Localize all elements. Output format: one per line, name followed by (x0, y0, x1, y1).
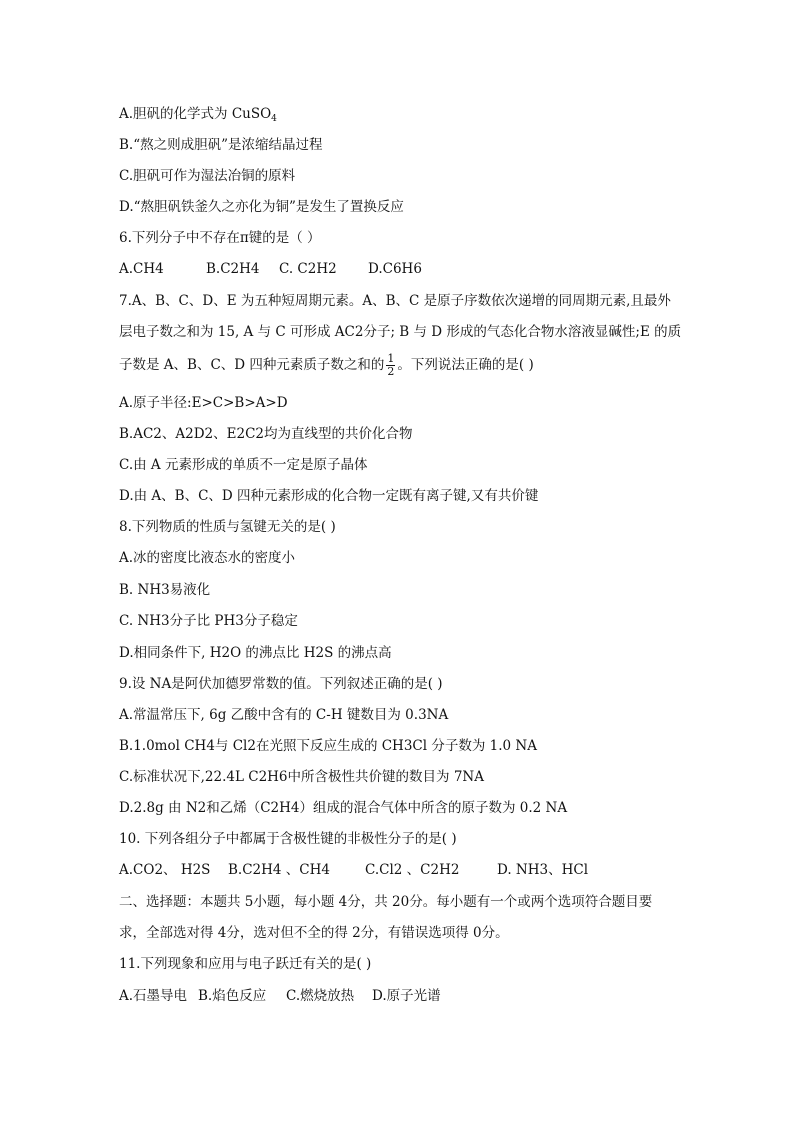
q7-stem-line-3: 子数是 A、B、C、D 四种元素质子数之和的 $\frac{1}{2}$ 。下列说法正确的是( ) (119, 352, 534, 378)
q8-stem: 8.下列物质的性质与氢键无关的是( ) (119, 519, 336, 535)
q10-option-c: C.Cl2 、C2H2 (365, 862, 460, 878)
q10-option-a: A.CO2、 H2S (119, 862, 211, 878)
q6-option-b: B.C2H4 (206, 261, 260, 277)
section-2-instructions-line-1: 二、选择题：本题共 5小题，每小题 4分，共 20分。每小题有一个或两个选项符合题目要 (119, 894, 653, 910)
q7-option-c: C.由 A 元素形成的单质不一定是原子晶体 (119, 457, 368, 473)
q10-option-d: D. NH3、HCl (497, 862, 589, 878)
q6-option-a: A.CH4 (119, 261, 164, 277)
q5-option-a: A.胆矾的化学式为 CuSO$_4$ (119, 106, 277, 124)
q11-option-c: C.燃烧放热 (286, 988, 355, 1004)
q7-option-d: D.由 A、B、C、D 四种元素形成的化合物一定既有离子键,又有共价键 (119, 488, 539, 504)
q8-option-b: B. NH3易液化 (119, 582, 211, 598)
q10-option-b: B.C2H4 、CH4 (228, 862, 330, 878)
q9-option-d: D.2.8g 由 N2和乙烯（C2H4）组成的混合气体中所含的原子数为 0.2 NA (119, 800, 568, 816)
q8-option-d: D.相同条件下, H2O 的沸点比 H2S 的沸点高 (119, 645, 392, 661)
q6-option-c: C. C2H2 (279, 261, 337, 277)
q7-option-b: B.AC2、A2D2、E2C2均为直线型的共价化合物 (119, 426, 413, 442)
q5-option-d: D.“熬胆矾铁釜久之亦化为铜”是发生了置换反应 (119, 199, 404, 215)
q5-option-b: B.“熬之则成胆矾”是浓缩结晶过程 (119, 137, 323, 153)
q9-option-c: C.标准状况下,22.4L C2H6中所含极性共价键的数目为 7NA (119, 769, 484, 785)
q8-option-c: C. NH3分子比 PH3分子稳定 (119, 613, 298, 629)
q8-option-a: A.冰的密度比液态水的密度小 (119, 550, 296, 566)
q10-stem: 10. 下列各组分子中都属于含极性键的非极性分子的是( ) (119, 831, 457, 847)
q11-option-d: D.原子光谱 (372, 988, 441, 1004)
q6-option-d: D.C6H6 (368, 261, 422, 277)
q11-option-a: A.石墨导电 (119, 988, 188, 1004)
fraction-one-half: $\frac{1}{2}$ (387, 352, 395, 378)
q9-option-a: A.常温常压下, 6g 乙酸中含有的 C-H 键数目为 0.3NA (119, 707, 449, 723)
q6-stem: 6.下列分子中不存在π键的是（ ） (119, 230, 321, 246)
q11-stem: 11.下列现象和应用与电子跃迁有关的是( ) (119, 956, 372, 972)
q9-option-b: B.1.0mol CH4与 Cl2在光照下反应生成的 CH3Cl 分子数为 1.0 NA (119, 738, 537, 754)
q11-option-b: B.焰色反应 (198, 988, 267, 1004)
q9-stem: 9.设 NA是阿伏加德罗常数的值。下列叙述正确的是( ) (119, 676, 443, 692)
section-2-instructions-line-2: 求，全部选对得 4分，选对但不全的得 2分，有错误选项得 0分。 (119, 925, 509, 941)
q7-option-a: A.原子半径:E>C>B>A>D (119, 395, 288, 411)
q5-option-c: C.胆矾可作为湿法冶铜的原料 (119, 168, 296, 184)
q7-stem-line-2: 层电子数之和为 15, A 与 C 可形成 AC2分子; B 与 D 形成的气态化合物水溶液显碱性;E 的质 (119, 324, 682, 340)
q7-stem-line-1: 7.A、B、C、D、E 为五种短周期元素。A、B、C 是原子序数依次递增的同周期元素,且最外 (119, 293, 671, 309)
